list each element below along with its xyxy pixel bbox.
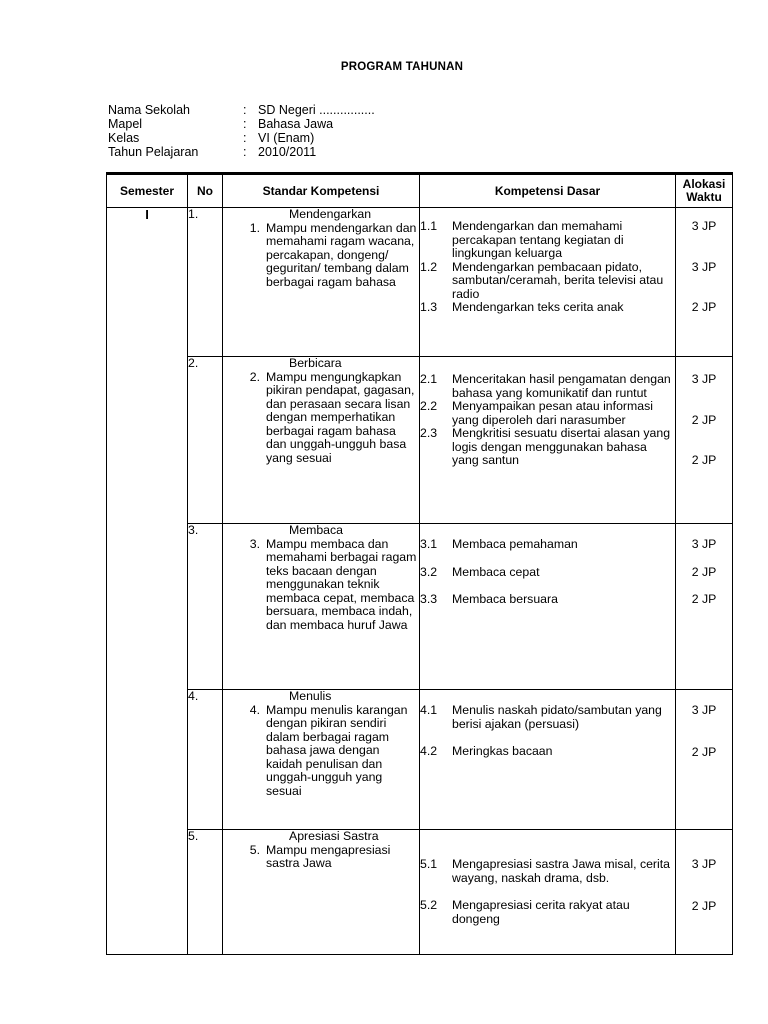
sk-text: Mampu mengungkapkan pikiran pendapat, gagasan, dan perasaan secara lisan dengan memperhatikan berbagai ragam bahasa dan unggah-ungguh basa yang sesuai [266, 369, 415, 465]
kd-item [420, 704, 675, 731]
alokasi-cell [676, 357, 733, 524]
meta-value: 2010/2011 [258, 145, 317, 159]
jp-value: 2 JP [691, 564, 717, 579]
sk-title: Mendengarkan [289, 207, 372, 221]
kd-text: Membaca cepat [452, 564, 540, 579]
kompetensi-dasar-cell [420, 830, 676, 955]
kd-text: Menyampaikan pesan atau informasi yang diperoleh dari narasumber [452, 399, 653, 427]
sk-text: Mampu menulis karangan dengan pikiran sendiri dalam berbagai ragam bahasa jawa dengan kaidah penulisan dan unggah-ungguh yang sesuai [266, 702, 408, 798]
row-number: 2. [188, 357, 223, 524]
kompetensi-dasar-cell [420, 208, 676, 357]
semester-cell: I [107, 208, 188, 955]
jp-value: 2 JP [691, 300, 717, 314]
standar-kompetensi-cell [223, 357, 420, 524]
sk-text: Mampu mendengarkan dan memahami ragam wacana, percakapan, dongeng/ geguritan/ tembang dalam berbagai ragam bahasa [266, 220, 417, 289]
alokasi-cell [676, 524, 733, 690]
table-header-row [107, 174, 733, 208]
meta-label: Mapel [108, 117, 143, 131]
alokasi-cell [676, 690, 733, 830]
kd-text: Mengapresiasi cerita rakyat atau dongeng [452, 898, 630, 926]
sk-number: 2. [249, 369, 260, 384]
sk-text: Mampu membaca dan memahami berbagai ragam teks bacaan dengan menggunakan teknik membaca cepat, membaca bersuara, membaca indah, dan membaca huruf Jawa [266, 536, 417, 632]
sk-title: Membaca [289, 523, 343, 537]
jp-value: 3 JP [691, 703, 717, 717]
standar-kompetensi-cell [223, 524, 420, 690]
sk-title: Apresiasi Sastra [289, 829, 379, 843]
kd-number: 5.1 [420, 857, 438, 871]
kd-text: Mengkritisi sesuatu disertai alasan yang logis dengan menggunakan bahasa yang santun [452, 426, 671, 467]
kd-number: 2.1 [420, 372, 438, 386]
sk-title: Menulis [289, 689, 332, 703]
kd-item [420, 427, 675, 468]
meta-colon: : [243, 131, 247, 145]
row-number: 4. [188, 690, 223, 830]
header-alokasi-waktu [676, 174, 733, 208]
kd-text: Meringkas bacaan [452, 744, 553, 758]
kd-item [420, 858, 675, 885]
kd-number: 3.2 [420, 564, 438, 579]
row-number: 3. [188, 524, 223, 690]
standar-kompetensi-cell [223, 208, 420, 357]
meta-colon: : [243, 145, 247, 159]
kompetensi-dasar-cell [420, 357, 676, 524]
kd-item [420, 400, 675, 427]
document-title: PROGRAM TAHUNAN [340, 61, 464, 73]
program-table [106, 172, 733, 955]
sk-number: 4. [249, 702, 260, 717]
kd-number: 4.2 [420, 744, 438, 758]
kd-item [420, 593, 675, 607]
jp-value: 2 JP [691, 412, 717, 427]
jp-value: 2 JP [691, 592, 717, 606]
row-number: 5. [188, 830, 223, 955]
alokasi-cell [676, 830, 733, 955]
kd-text: Mendengarkan dan memahami percakapan tentang kegiatan di lingkungan keluarga [452, 219, 624, 260]
meta-colon: : [243, 117, 247, 131]
kd-text: Membaca bersuara [452, 592, 558, 606]
kd-number: 2.2 [420, 399, 438, 413]
jp-value: 3 JP [691, 259, 717, 274]
jp-value: 3 JP [691, 537, 717, 551]
kd-text: Membaca pemahaman [452, 537, 578, 551]
kd-item [420, 301, 675, 315]
kd-number: 1.1 [420, 219, 438, 233]
jp-value: 3 JP [691, 219, 717, 233]
sk-text: Mampu mengapresiasi sastra Jawa [266, 842, 391, 870]
table-row [107, 690, 733, 830]
alokasi-cell [676, 208, 733, 357]
kd-item [420, 538, 675, 552]
kd-number: 1.3 [420, 300, 438, 314]
meta-colon: : [243, 103, 247, 117]
header-standar-kompetensi: Standar Kompetensi [223, 174, 420, 208]
header-alokasi-line2: Waktu [686, 190, 722, 204]
row-number: 1. [188, 208, 223, 357]
jp-value: 2 JP [691, 898, 717, 913]
kd-number: 1.2 [420, 259, 438, 274]
table-row [107, 208, 733, 357]
table-row [107, 524, 733, 690]
kompetensi-dasar-cell [420, 524, 676, 690]
kd-text: Menceritakan hasil pengamatan dengan bahasa yang komunikatif dan runtut [452, 372, 671, 400]
header-alokasi-line1: Alokasi [682, 177, 726, 191]
kd-text: Mendengarkan pembacaan pidato, sambutan/ceramah, berita televisi atau radio [452, 259, 664, 301]
meta-value: Bahasa Jawa [258, 117, 334, 131]
kd-text: Mengapresiasi sastra Jawa misal, cerita wayang, naskah drama, dsb. [452, 857, 671, 885]
kd-number: 3.3 [420, 592, 438, 606]
sk-number: 1. [249, 220, 260, 235]
kd-number: 3.1 [420, 537, 438, 551]
header-kompetensi-dasar: Kompetensi Dasar [420, 174, 676, 208]
standar-kompetensi-cell [223, 830, 420, 955]
jp-value: 2 JP [691, 744, 717, 759]
jp-value: 3 JP [691, 372, 717, 386]
kd-text: Menulis naskah pidato/sambutan yang berisi ajakan (persuasi) [452, 703, 662, 731]
header-semester: Semester [107, 174, 188, 208]
kd-item [420, 745, 675, 759]
kd-number: 2.3 [420, 426, 438, 440]
meta-label: Nama Sekolah [108, 103, 190, 117]
standar-kompetensi-cell [223, 690, 420, 830]
kd-item [420, 373, 675, 400]
meta-label: Tahun Pelajaran [108, 145, 199, 159]
kd-number: 5.2 [420, 898, 438, 912]
meta-value: VI (Enam) [258, 131, 315, 145]
table-row [107, 357, 733, 524]
jp-value: 2 JP [691, 453, 717, 467]
jp-value: 3 JP [691, 857, 717, 871]
kompetensi-dasar-cell [420, 690, 676, 830]
kd-item [420, 261, 675, 302]
header-no: No [188, 174, 223, 208]
kd-item [420, 220, 675, 261]
kd-text: Mendengarkan teks cerita anak [452, 300, 624, 314]
sk-number: 3. [249, 536, 260, 551]
table-row [107, 830, 733, 955]
meta-label: Kelas [108, 131, 140, 145]
kd-item [420, 566, 675, 580]
kd-number: 4.1 [420, 703, 438, 717]
sk-number: 5. [249, 842, 260, 857]
kd-item [420, 899, 675, 926]
sk-title: Berbicara [289, 356, 342, 370]
meta-value: SD Negeri ................ [258, 103, 375, 117]
